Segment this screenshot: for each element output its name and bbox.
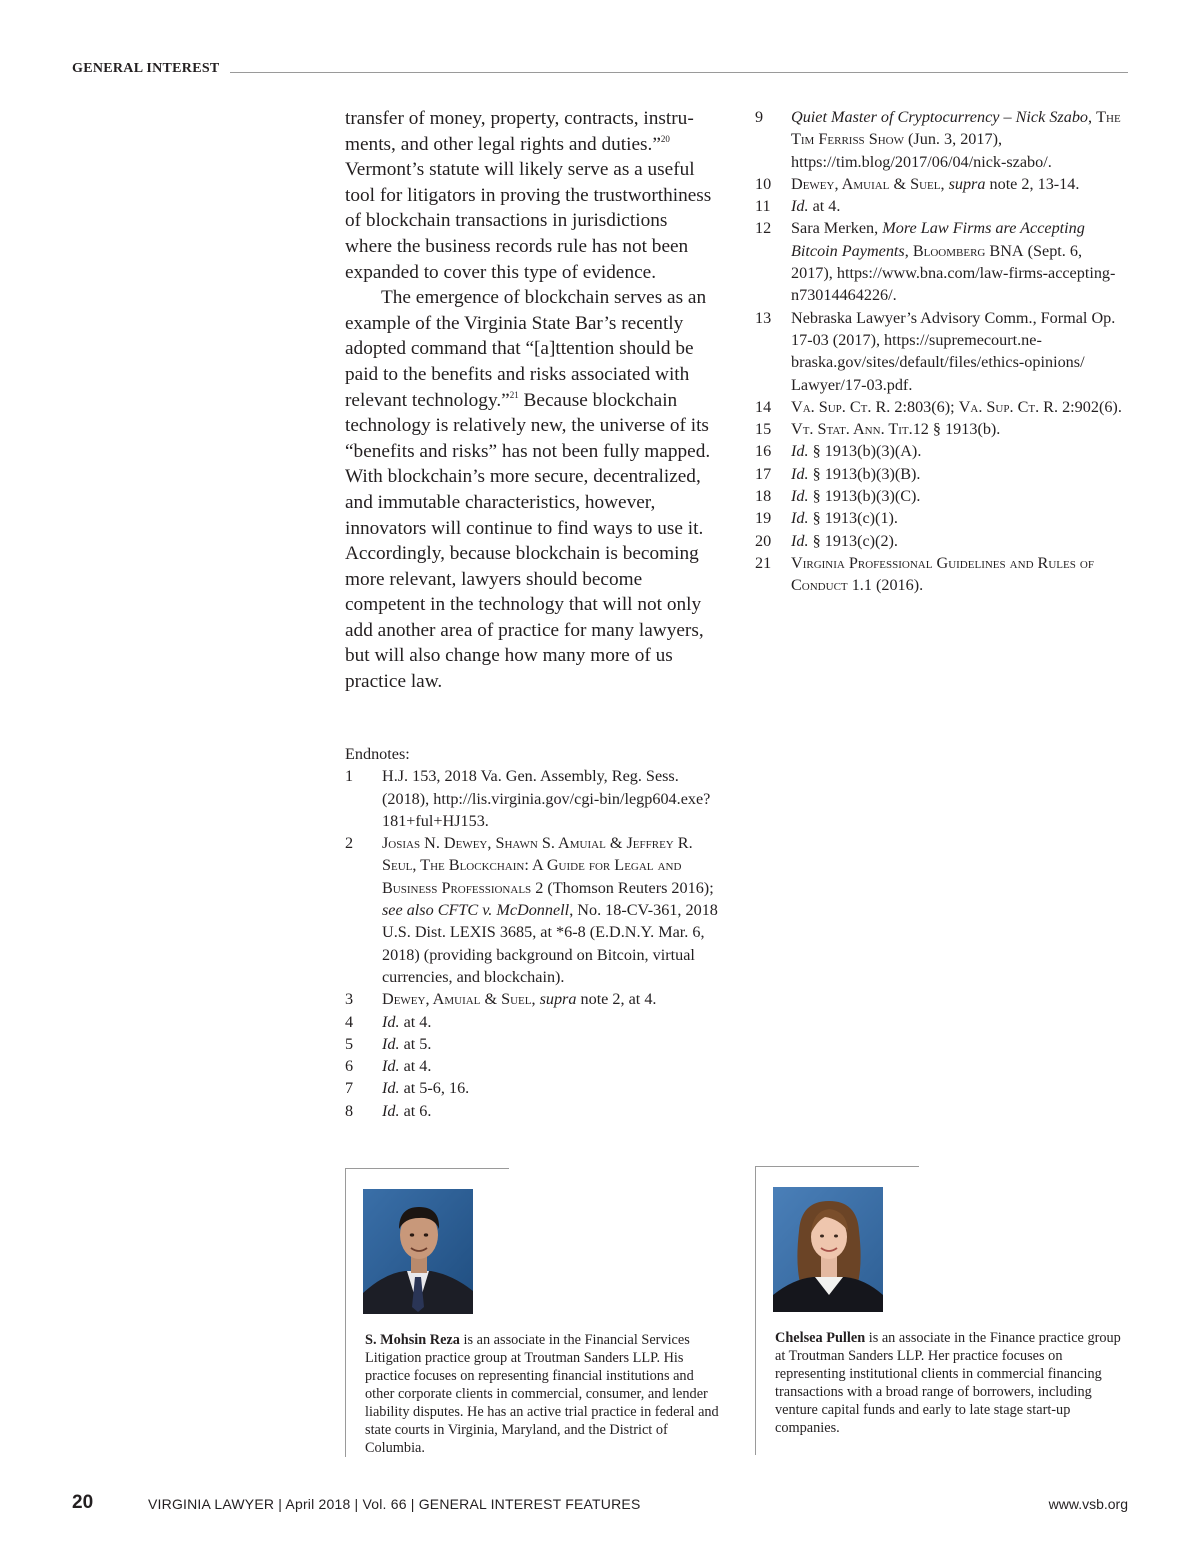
endnote: 13 Nebraska Lawyer’s Advisory Comm., Formal Op. 17-03 (2017), https://supremecourt.nebraska.gov/sites/default/files/ethics-opinions/​Lawyer/17-03.pdf. [755,308,1116,394]
section-header [72,61,1128,81]
endnote: 19 Id. § 1913(c)(1). [755,509,898,528]
page-number: 20 [72,1492,94,1513]
endnote: 18 Id. § 1913(b)(3)(C). [755,487,921,506]
publication-line: VIRGINIA LAWYER | April 2018 | Vol. 66 | GENERAL INTEREST FEATURES [148,1496,641,1512]
endnote-ref-21[interactable]: 21 [509,389,519,400]
body-paragraph-2: The emergence of blockchain serves as an example of the Virginia State Bar’s recently adopted command that “[a]ttention should be paid to the benefits and risks associated with relevant technology.”$^{21}$ Because blockchain technology is relatively new, the universe of its “benefits and risks” has not been fully mapped. With blockchain’s more secure, decentralized, and immutable characteristics, however, innovators will continue to find ways to use it. Accordingly, because blockchain is becoming more relevant, lawyers should become competent in the technology that will not only add another area of practice for many lawyers, but will also change how many more of us practice law. [345,287,711,693]
body-paragraph-1: transfer of money, property, contracts, instruments, and other legal rights and duties.”$^{20}$ Vermont’s statute will likely serve as a useful tool for litigators in proving the trustworthiness of blockchain transactions in jurisdictions where the business records rule has not been expanded to cover this type of evidence. [345,108,712,283]
endnote: 16 Id. § 1913(b)(3)(A). [755,442,922,461]
endnote: 9 Quiet Master of Cryptocurrency – Nick Szabo, The Tim Ferriss Show (Jun. 3, 2017), https://tim.blog/2017/06/04/nick-szabo/. [755,108,1121,171]
header-rule [230,72,1128,73]
endnote: 2 Josias N. Dewey, Shawn S. Amuial & Jeffrey R. Seul, The Blockchain: A Guide for Legal and Business Professionals 2 (Thomson Reuters 2016); see also CFTC v. McDonnell, No. 18-CV-361, 2018 U.S. Dist. LEXIS 3685, at *6-8 (E.D.N.Y. Mar. 6, 2018) (providing background on Bitcoin, virtual currencies, and blockchain). [345,834,718,986]
endnote: 7 Id. at 5-6, 16. [345,1079,470,1098]
author-photo-reza [363,1189,473,1314]
page-footer [72,1490,1128,1520]
bio-text-reza: S. Mohsin Reza is an associate in the Financial Services Litigation practice group at Troutman Sanders LLP. His practice focuses on representing financial institutions and other corporate clients in commercial, consumer, and lender liability disputes. He has an active trial practice in federal and state courts in Virginia, Maryland, and the District of Columbia. [365,1332,719,1456]
endnotes-title: Endnotes: [345,745,410,763]
bio-border-horizontal [755,1166,919,1167]
bio-text-pullen: Chelsea Pullen is an associate in the Finance practice group at Troutman Sanders LLP. Her practice focuses on representing institutional clients in commercial financing transactions with a broad range of borrowers, including venture capital funds and early to late stage start-up companies. [775,1330,1121,1436]
author-photo-pullen [773,1187,883,1312]
endnote: 21 Virginia Professional Guidelines and Rules of Conduct 1.1 (2016). [755,553,1094,595]
section-label: GENERAL INTEREST [72,61,220,76]
author-bio-reza [345,1168,725,1457]
endnote: 6 Id. at 4. [345,1057,432,1076]
endnote: 10 Dewey, Amuial & Suel, supra note 2, 13-14. [755,174,1080,193]
author-name-reza: S. Mohsin Reza [365,1332,460,1348]
endnote: 12 Sara Merken, More Law Firms are Accepting Bitcoin Payments, Bloomberg BNA (Sept. 6, 2017), https://www.bna.com/law-firms-accepting-n73014464226/. [755,219,1116,305]
endnote: 4 Id. at 4. [345,1012,432,1031]
endnote: 3 Dewey, Amuial & Suel, supra note 2, at 4. [345,990,657,1009]
endnote: 5 Id. at 5. [345,1034,432,1053]
endnote: 17 Id. § 1913(b)(3)(B). [755,464,921,483]
article-body [345,106,717,695]
endnote: 20 Id. § 1913(c)(2). [755,531,898,550]
bio-border-horizontal [345,1168,509,1169]
endnote: 1 H.J. 153, 2018 Va. Gen. Assembly, Reg. Sess. (2018), http://lis.virginia.gov/cgi-bin/legp604.​exe?181+ful+HJ153. [345,767,711,830]
author-name-pullen: Chelsea Pullen [775,1330,866,1346]
website-link[interactable]: www.vsb.org [1048,1496,1128,1512]
author-bio-pullen [755,1166,1135,1455]
endnote: 8 Id. at 6. [345,1101,432,1120]
endnote: 11 Id. at 4. [755,197,841,216]
endnote: 14 Va. Sup. Ct. R. 2:803(6); Va. Sup. Ct. R. 2:902(6). [755,397,1122,416]
endnotes-left-column [345,743,720,1122]
bio-border-vertical [755,1166,756,1455]
bio-border-vertical [345,1168,346,1457]
endnote-ref-20[interactable]: 20 [660,133,670,144]
endnote: 15 Vt. Stat. Ann. Tit.12 § 1913(b). [755,420,1001,439]
endnotes-right-column [755,106,1127,597]
